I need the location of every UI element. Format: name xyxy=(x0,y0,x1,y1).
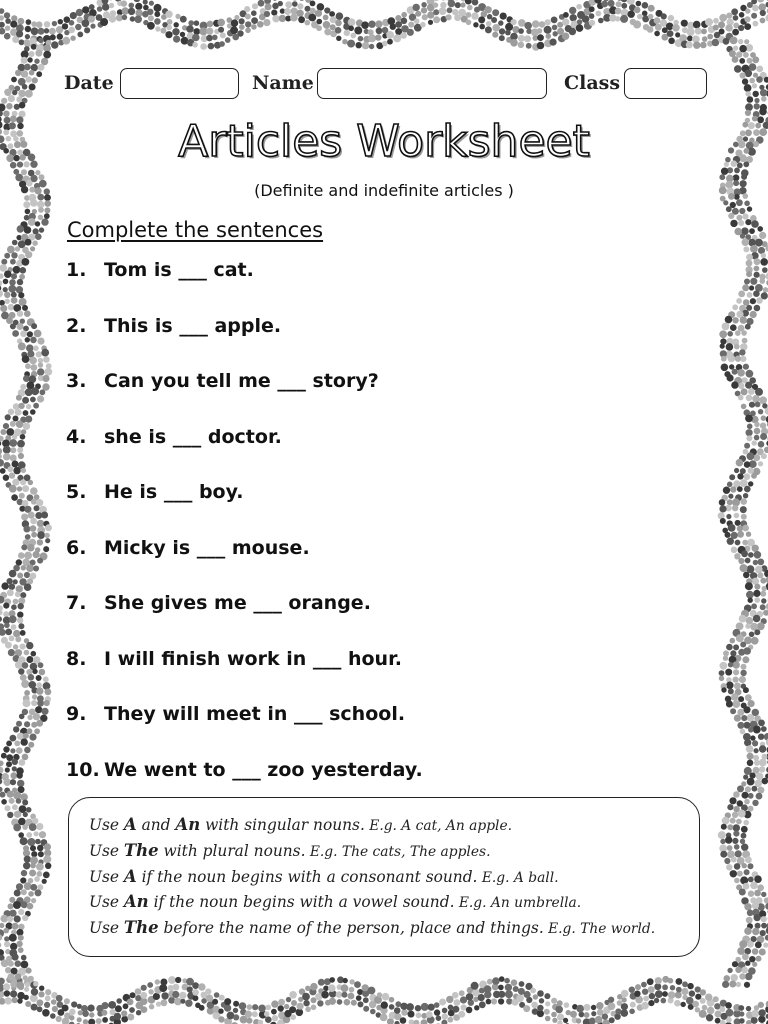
rule-article: The xyxy=(123,918,159,938)
question-number: 10. xyxy=(66,758,100,781)
page-subtitle: (Definite and indefinite articles ) xyxy=(254,181,514,200)
question-number: 2. xyxy=(66,314,87,337)
rule-example: E.g. A ball. xyxy=(477,869,559,886)
question-number: 5. xyxy=(66,481,87,503)
rule-article: A xyxy=(123,815,137,834)
question-item xyxy=(66,481,706,537)
rule-text: with singular nouns. xyxy=(200,816,365,834)
question-item xyxy=(66,259,706,315)
question-text: They will meet in ___ school. xyxy=(104,703,406,725)
rule-article: The xyxy=(123,840,159,860)
question-text: We went to ___ zoo yesterday. xyxy=(104,758,423,781)
header-row xyxy=(0,66,768,102)
question-text: Micky is ___ mouse. xyxy=(104,536,310,559)
rule-line xyxy=(89,839,699,865)
question-number: 7. xyxy=(66,592,87,614)
question-number: 4. xyxy=(66,425,87,448)
rule-line xyxy=(89,813,699,839)
question-item xyxy=(66,370,706,426)
question-text: Can you tell me ___ story? xyxy=(104,370,379,392)
rule-line xyxy=(89,916,699,942)
question-text: she is ___ doctor. xyxy=(104,425,282,448)
question-text: She gives me ___ orange. xyxy=(104,592,371,614)
name-field[interactable] xyxy=(317,68,547,99)
date-label: Date xyxy=(64,72,114,94)
question-item xyxy=(66,703,706,759)
class-field[interactable] xyxy=(624,68,707,99)
question-item xyxy=(66,426,706,482)
question-text: Tom is ___ cat. xyxy=(104,259,254,281)
question-text: He is ___ boy. xyxy=(104,481,244,503)
question-number: 3. xyxy=(66,370,87,392)
question-text: This is ___ apple. xyxy=(104,314,282,337)
question-item xyxy=(66,315,706,371)
rule-text: if the noun begins with a vowel sound. xyxy=(148,893,455,912)
name-label: Name xyxy=(252,72,314,94)
rule-text: Use xyxy=(89,867,124,886)
rule-line xyxy=(89,865,699,891)
question-number: 6. xyxy=(66,536,87,559)
rule-article: An xyxy=(175,815,201,834)
rule-article: A xyxy=(123,866,137,886)
instruction-heading: Complete the sentences xyxy=(67,218,324,242)
rule-example: E.g. The world. xyxy=(543,921,656,938)
question-number: 1. xyxy=(66,259,87,281)
rule-text: Use xyxy=(89,919,124,938)
question-number: 8. xyxy=(66,647,87,670)
rule-example: E.g. The cats, The apples. xyxy=(305,843,491,860)
rules-box xyxy=(68,797,700,957)
rule-text: if the noun begins with a consonant sound. xyxy=(136,867,478,886)
rule-article: An xyxy=(123,892,149,912)
rule-text: and xyxy=(136,816,176,834)
rule-text: with plural nouns. xyxy=(158,841,306,860)
question-number: 9. xyxy=(66,703,87,725)
rule-text: Use xyxy=(89,841,124,860)
question-list xyxy=(66,259,706,814)
page-title: Articles Worksheet xyxy=(178,116,590,167)
question-text: I will finish work in ___ hour. xyxy=(104,647,402,670)
rule-text: before the name of the person, place and things. xyxy=(158,919,544,938)
question-item xyxy=(66,592,706,648)
question-item xyxy=(66,648,706,704)
rule-text: Use xyxy=(89,893,124,912)
rule-line xyxy=(89,890,699,916)
rule-text: Use xyxy=(89,816,124,834)
date-field[interactable] xyxy=(120,68,239,99)
rule-example: E.g. A cat, An apple. xyxy=(364,818,513,834)
question-item xyxy=(66,537,706,593)
class-label: Class xyxy=(564,72,621,94)
rule-example: E.g. An umbrella. xyxy=(454,895,582,912)
